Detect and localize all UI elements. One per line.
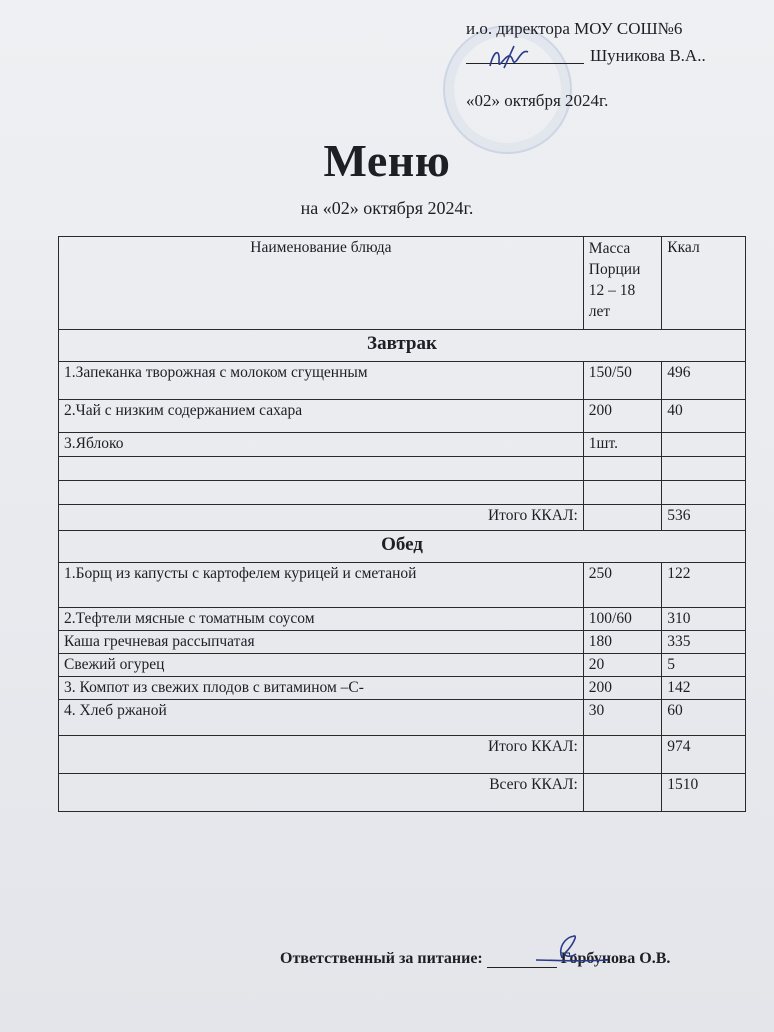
dish-name: 1.Борщ из капусты с картофелем курицей и сметаной [59,563,584,608]
breakfast-total-value: 536 [662,505,746,531]
dish-kcal: 122 [662,563,746,608]
lunch-total-value: 974 [662,736,746,774]
section-row-breakfast [59,330,746,362]
table-row [59,631,746,654]
header-portion-mass: Масса Порции 12 – 18 лет [583,237,662,330]
dish-kcal [662,457,746,481]
dish-mass: 30 [583,700,662,736]
table-row [59,608,746,631]
dish-kcal [662,481,746,505]
lunch-total-row [59,736,746,774]
dish-mass: 20 [583,654,662,677]
dish-name [59,457,584,481]
breakfast-total-mass [583,505,662,531]
dish-mass: 150/50 [583,362,662,400]
dish-kcal: 310 [662,608,746,631]
dish-mass: 200 [583,677,662,700]
dish-kcal: 335 [662,631,746,654]
grand-total-label: Всего ККАЛ: [59,774,584,812]
footer-label: Ответственный за питание: [280,950,483,967]
table-row [59,457,746,481]
menu-table [58,236,746,812]
breakfast-total-row [59,505,746,531]
table-row [59,433,746,457]
dish-name: Свежий огурец [59,654,584,677]
dish-name: 2.Чай с низким содержанием сахара [59,400,584,433]
table-row [59,362,746,400]
dish-name: 4. Хлеб ржаной [59,700,584,736]
approval-name: Шуникова В.А.. [590,46,706,65]
header-dish-name: Наименование блюда [59,237,584,330]
dish-mass: 200 [583,400,662,433]
dish-kcal: 142 [662,677,746,700]
section-row-lunch [59,531,746,563]
dish-mass: 180 [583,631,662,654]
table-row [59,700,746,736]
approval-date: «02» октября 2024г. [466,91,609,110]
approval-position: и.о. директора МОУ СОШ№6 [466,19,683,38]
lunch-total-mass [583,736,662,774]
dish-mass: 250 [583,563,662,608]
dish-name: Каша гречневая рассыпчатая [59,631,584,654]
page-title: Меню [323,135,451,186]
dish-name: 1.Запеканка творожная с молоком сгущенным [59,362,584,400]
dish-name: 2.Тефтели мясные с томатным соусом [59,608,584,631]
dish-name: 3.Яблоко [59,433,584,457]
dish-mass: 1шт. [583,433,662,457]
grand-total-value: 1510 [662,774,746,812]
table-header-row [59,237,746,330]
table-row [59,677,746,700]
lunch-total-label: Итого ККАЛ: [59,736,584,774]
page-subtitle: на «02» октября 2024г. [300,198,474,218]
table-row [59,654,746,677]
dish-kcal [662,433,746,457]
grand-total-mass [583,774,662,812]
dish-mass: 100/60 [583,608,662,631]
dish-kcal: 40 [662,400,746,433]
dish-name: 3. Компот из свежих плодов с витамином –С- [59,677,584,700]
dish-mass [583,481,662,505]
header-kcal: Ккал [662,237,746,330]
section-title-breakfast: Завтрак [59,330,746,362]
section-title-lunch: Обед [59,531,746,563]
grand-total-row [59,774,746,812]
breakfast-total-label: Итого ККАЛ: [59,505,584,531]
dish-mass [583,457,662,481]
dish-kcal: 60 [662,700,746,736]
responsible-signature [532,930,612,966]
table-row [59,563,746,608]
dish-name [59,481,584,505]
footer-name: Горбунова О.В. [560,950,671,967]
table-row [59,481,746,505]
dish-kcal: 496 [662,362,746,400]
dish-kcal: 5 [662,654,746,677]
director-signature [484,40,534,74]
table-row [59,400,746,433]
